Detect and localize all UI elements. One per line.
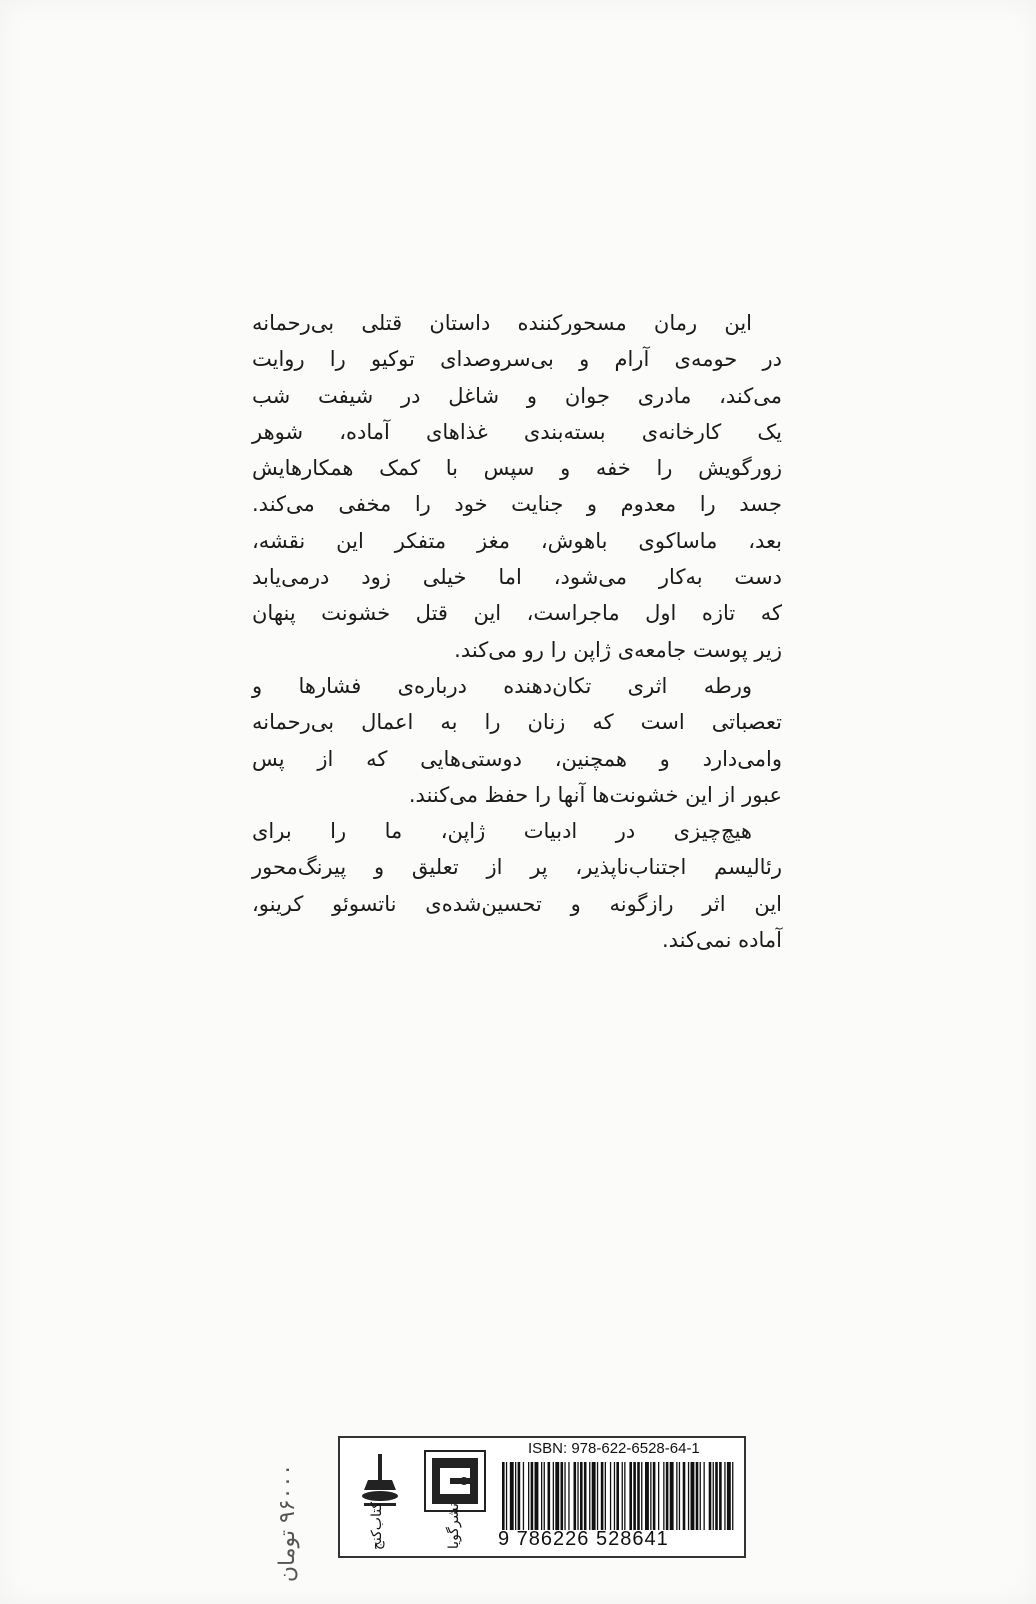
blurb-line: که تازه اول ماجراست، این قتل خشونت پنهان: [252, 601, 782, 626]
blurb-line: زیر پوست جامعه‌ی ژاپن را رو می‌کند.: [454, 637, 782, 662]
blurb-line: آماده نمی‌کند.: [661, 928, 782, 953]
blurb-line: رئالیسم اجتناب‌ناپذیر، پر از تعلیق و پیرنگ‌محور: [252, 855, 782, 880]
paragraph-3: [252, 813, 782, 958]
barcode: [500, 1462, 736, 1530]
paragraph-2: [252, 668, 782, 813]
blurb-line: این رمان مسحورکننده داستان قتلی بی‌رحمانه: [252, 311, 752, 335]
isbn-box: [338, 1436, 746, 1558]
blurb-line: تعصباتی است که زنان را به اعمال بی‌رحمانه: [252, 710, 782, 735]
blurb-line: در حومه‌ی آرام و بی‌سروصدای توکیو را روایت: [252, 347, 782, 372]
barcode-digits: 9 786226 528641: [498, 1528, 669, 1550]
price-label: ۹۶۰۰۰ تومان: [275, 1463, 300, 1583]
blurb-line: وامی‌دارد و همچنین، دوستی‌هایی که از پس: [252, 746, 782, 771]
blurb-line: زورگویش را خفه و سپس با کمک همکارهایش: [252, 456, 782, 481]
isbn-text: ISBN: 978-622-6528-64-1: [528, 1440, 700, 1457]
blurb-line: می‌کند، مادری جوان و شاغل در شیفت شب: [252, 383, 782, 408]
blurb-line: دست به‌کار می‌شود، اما خیلی زود درمی‌یابد: [252, 565, 782, 590]
blurb-text: [252, 305, 782, 958]
ganj-label: کتاب‌کنج: [369, 1501, 385, 1551]
paragraph-1: [252, 305, 782, 668]
gooya-label: نشرگویا: [446, 1502, 462, 1550]
blurb-line: یک کارخانه‌ی بسته‌بندی غذاهای آماده، شوهر: [252, 419, 782, 444]
blurb-line: هیچ‌چیزی در ادبیات ژاپن، ما را برای: [252, 819, 752, 844]
blurb-line: ورطه اثری تکان‌دهنده درباره‌ی فشارها و: [252, 673, 752, 698]
blurb-line: این اثر رازگونه و تحسین‌شده‌ی ناتسوئو کرینو،: [252, 891, 782, 916]
blurb-line: جسد را معدوم و جنایت خود را مخفی می‌کند.: [252, 492, 782, 517]
blurb-line: بعد، ماساکوی باهوش، مغز متفکر این نقشه،: [252, 528, 782, 553]
blurb-line: عبور از این خشونت‌ها آنها را حفظ می‌کنند.: [408, 782, 782, 807]
